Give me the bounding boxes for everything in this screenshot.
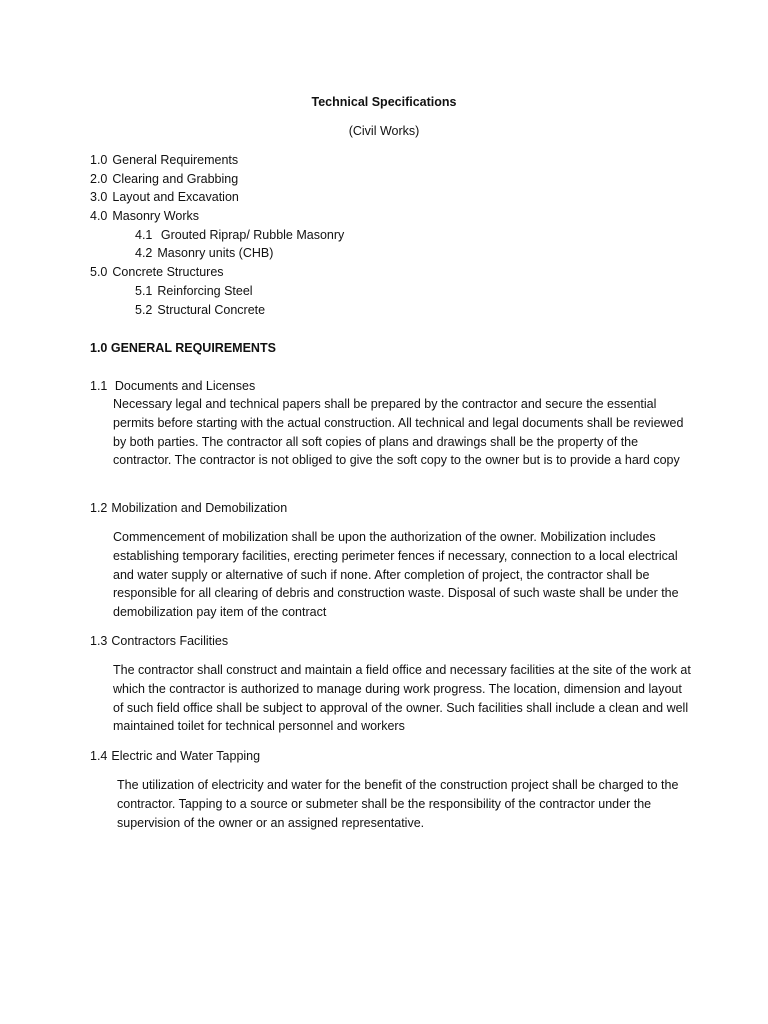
item-title: Electric and Water Tapping	[111, 749, 261, 763]
toc-number: 4.0	[90, 209, 108, 224]
toc-item	[90, 207, 344, 226]
toc-subitem	[90, 301, 344, 320]
item-heading	[90, 377, 255, 396]
item-title: Contractors Facilities	[111, 634, 229, 648]
item-heading	[90, 632, 228, 651]
item-number: 1.4	[90, 749, 108, 763]
item-number: 1.3	[90, 634, 108, 648]
toc-number: 5.1	[135, 283, 153, 298]
toc-label: Concrete Structures	[112, 265, 224, 280]
section-heading: 1.0 GENERAL REQUIREMENTS	[90, 341, 276, 355]
toc-label: Clearing and Grabbing	[112, 171, 239, 186]
toc-subitem	[90, 226, 344, 245]
toc-label: Masonry units (CHB)	[157, 246, 274, 261]
item-heading	[90, 747, 260, 766]
toc-number: 5.2	[135, 302, 153, 317]
item-title: Documents and Licenses	[111, 379, 256, 393]
toc-label: Reinforcing Steel	[157, 283, 253, 298]
document-title: Technical Specifications	[311, 95, 457, 109]
toc-item	[90, 170, 344, 189]
toc-number: 4.2	[135, 246, 153, 261]
toc-number: 1.0	[90, 153, 108, 167]
toc-number: 5.0	[90, 265, 108, 280]
toc-item	[90, 188, 344, 207]
toc-item	[90, 151, 344, 170]
item-paragraph: Commencement of mobilization shall be upon the authorization of the owner. Mobilization includes establishing temporary facilities, erecting perimeter fences if necessary, connection to a local electrical and water supply or alternative of such if none. After completion of project, the contractor shall be responsible for all clearing of debris and construction waste. Disposal of such waste shall be under the demobilization pay item of the contract	[113, 530, 679, 620]
document-subtitle: (Civil Works)	[348, 124, 420, 138]
toc-number: 3.0	[90, 190, 108, 205]
toc-label: General Requirements	[112, 153, 239, 167]
item-paragraph: Necessary legal and technical papers shall be prepared by the contractor and secure the essential permits before starting with the actual construction. All technical and legal documents shall be reviewed by both parties. The contractor all soft copies of plans and drawings shall be the property of the contractor. The contractor is not obliged to give the soft copy to the owner but is to provide a hard copy	[113, 397, 684, 468]
item-paragraph: The contractor shall construct and maintain a field office and necessary facilities at the site of the work at which the contractor is authorized to manage during work progress. The location, dimension and layout of such field office shall be subject to approval of the owner. Such facilities shall include a clean and well maintained toilet for technical personnel and workers	[113, 663, 691, 734]
item-paragraph: The utilization of electricity and water for the benefit of the construction project shall be charged to the contractor. Tapping to a source or submeter shall be the responsibility of the contractor under the supervision of the owner or an assigned representative.	[117, 778, 679, 830]
toc-number: 4.1	[135, 227, 153, 242]
item-number: 1.2	[90, 501, 108, 515]
toc-subitem	[90, 244, 344, 263]
item-heading	[90, 499, 287, 518]
toc-label: Structural Concrete	[157, 302, 266, 317]
toc-item	[90, 263, 344, 282]
toc-subitem	[90, 282, 344, 301]
table-of-contents	[90, 151, 344, 319]
item-title: Mobilization and Demobilization	[111, 501, 288, 515]
toc-label: Masonry Works	[112, 209, 199, 224]
toc-label: Grouted Riprap/ Rubble Masonry	[157, 227, 345, 242]
toc-label: Layout and Excavation	[112, 190, 239, 205]
toc-number: 2.0	[90, 171, 108, 186]
item-number: 1.1	[90, 379, 108, 393]
